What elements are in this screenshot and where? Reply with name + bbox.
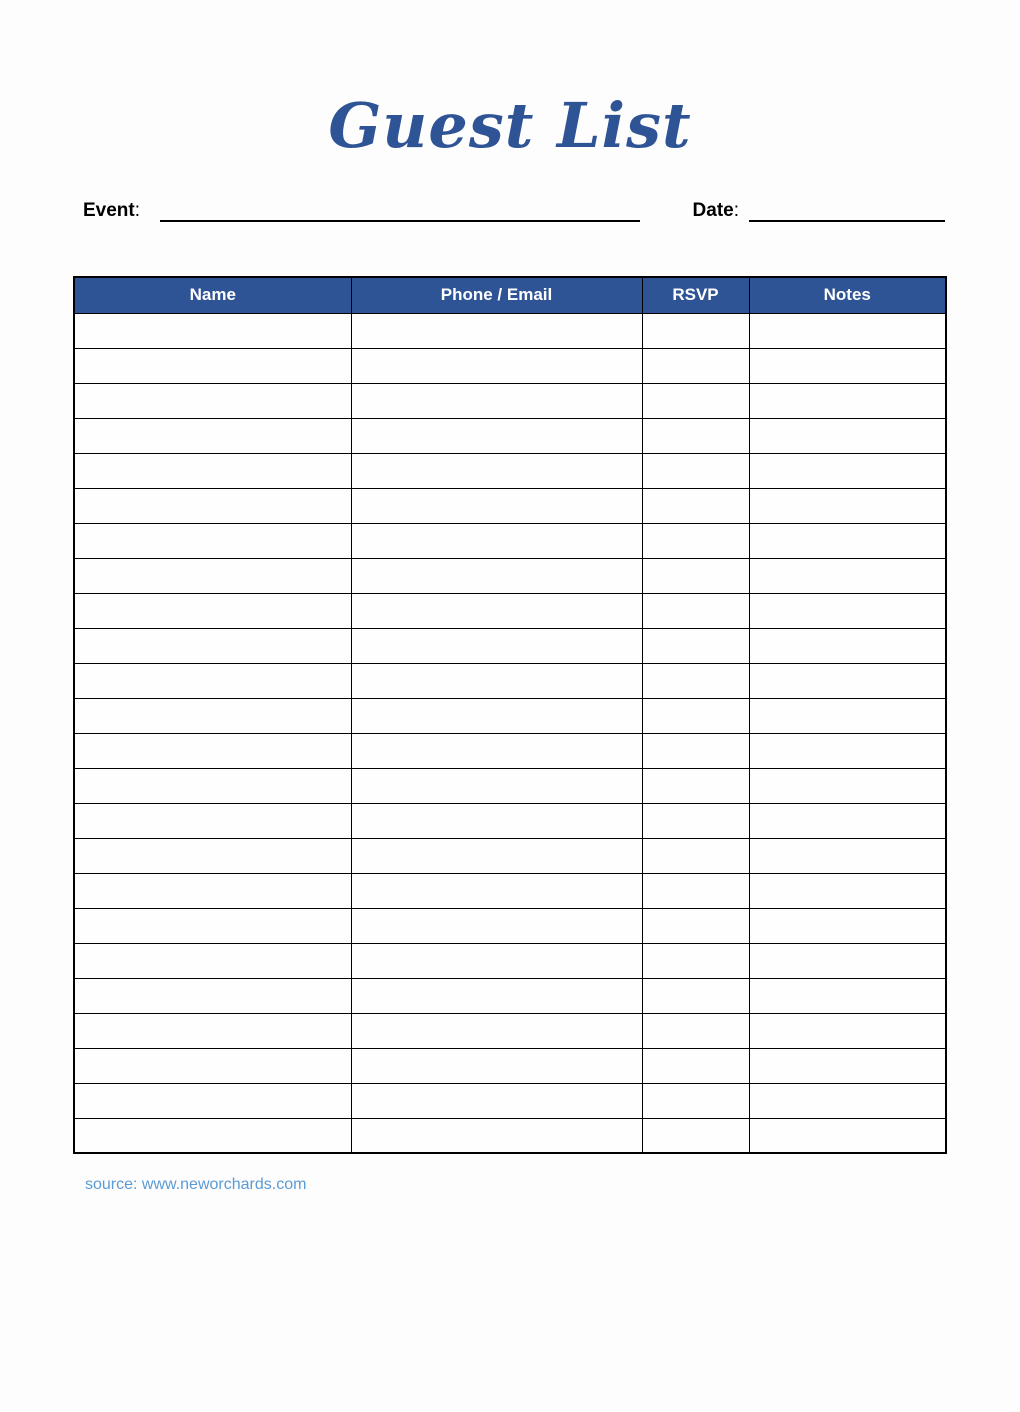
- table-cell[interactable]: [749, 418, 946, 453]
- table-row: [74, 768, 946, 803]
- table-row: [74, 523, 946, 558]
- column-header-name: Name: [74, 277, 351, 313]
- table-cell[interactable]: [74, 523, 351, 558]
- table-cell[interactable]: [74, 348, 351, 383]
- table-row: [74, 348, 946, 383]
- table-cell[interactable]: [351, 488, 642, 523]
- table-cell[interactable]: [642, 733, 749, 768]
- table-cell[interactable]: [74, 873, 351, 908]
- table-row: [74, 1118, 946, 1153]
- table-cell[interactable]: [749, 1048, 946, 1083]
- guest-list-page: [0, 89, 1020, 1412]
- table-cell[interactable]: [749, 523, 946, 558]
- table-cell[interactable]: [642, 488, 749, 523]
- table-cell[interactable]: [749, 978, 946, 1013]
- table-cell[interactable]: [642, 523, 749, 558]
- table-cell[interactable]: [749, 628, 946, 663]
- table-row: [74, 453, 946, 488]
- table-cell[interactable]: [749, 838, 946, 873]
- table-cell[interactable]: [351, 943, 642, 978]
- column-header-rsvp: RSVP: [642, 277, 749, 313]
- table-cell[interactable]: [749, 453, 946, 488]
- table-row: [74, 838, 946, 873]
- table-row: [74, 943, 946, 978]
- table-row: [74, 1013, 946, 1048]
- table-cell[interactable]: [351, 698, 642, 733]
- table-cell[interactable]: [74, 628, 351, 663]
- table-cell[interactable]: [351, 1118, 642, 1153]
- table-cell[interactable]: [351, 453, 642, 488]
- page-title: Guest List: [328, 89, 692, 162]
- table-cell[interactable]: [642, 1118, 749, 1153]
- table-row: [74, 628, 946, 663]
- table-row: [74, 733, 946, 768]
- table-cell[interactable]: [749, 488, 946, 523]
- source-text: source: www.neworchards.com: [85, 1176, 307, 1194]
- table-cell[interactable]: [74, 488, 351, 523]
- table-cell[interactable]: [749, 1118, 946, 1153]
- table-cell[interactable]: [749, 873, 946, 908]
- table-cell[interactable]: [351, 593, 642, 628]
- table-row: [74, 873, 946, 908]
- table-row: [74, 558, 946, 593]
- table-cell[interactable]: [351, 348, 642, 383]
- table-cell[interactable]: [642, 1048, 749, 1083]
- table-cell[interactable]: [351, 1048, 642, 1083]
- table-cell[interactable]: [74, 453, 351, 488]
- table-cell[interactable]: [74, 943, 351, 978]
- table-row: [74, 978, 946, 1013]
- table-cell[interactable]: [749, 558, 946, 593]
- table-cell[interactable]: [74, 418, 351, 453]
- table-cell[interactable]: [749, 803, 946, 838]
- table-row: [74, 383, 946, 418]
- table-cell[interactable]: [74, 838, 351, 873]
- table-cell[interactable]: [74, 1048, 351, 1083]
- table-cell[interactable]: [351, 803, 642, 838]
- event-input-line[interactable]: [160, 196, 640, 222]
- table-cell[interactable]: [642, 348, 749, 383]
- table-cell[interactable]: [642, 803, 749, 838]
- table-cell[interactable]: [74, 593, 351, 628]
- date-input-line[interactable]: [749, 196, 945, 222]
- table-cell[interactable]: [749, 593, 946, 628]
- table-row: [74, 663, 946, 698]
- table-cell[interactable]: [642, 1083, 749, 1118]
- table-cell[interactable]: [74, 663, 351, 698]
- table-cell[interactable]: [74, 908, 351, 943]
- date-label: Date:: [692, 200, 739, 222]
- table-cell[interactable]: [642, 1013, 749, 1048]
- table-cell[interactable]: [642, 978, 749, 1013]
- table-cell[interactable]: [749, 348, 946, 383]
- table-cell[interactable]: [749, 1013, 946, 1048]
- table-cell[interactable]: [749, 943, 946, 978]
- table-cell[interactable]: [74, 313, 351, 348]
- table-cell[interactable]: [351, 768, 642, 803]
- table-cell[interactable]: [642, 313, 749, 348]
- table-cell[interactable]: [351, 838, 642, 873]
- table-cell[interactable]: [642, 453, 749, 488]
- table-row: [74, 698, 946, 733]
- table-header-row: [74, 277, 946, 313]
- table-cell[interactable]: [74, 383, 351, 418]
- table-row: [74, 1048, 946, 1083]
- table-cell[interactable]: [749, 383, 946, 418]
- table-cell[interactable]: [749, 313, 946, 348]
- table-cell[interactable]: [351, 313, 642, 348]
- table-cell[interactable]: [749, 908, 946, 943]
- table-cell[interactable]: [74, 1083, 351, 1118]
- table-cell[interactable]: [74, 698, 351, 733]
- table-cell[interactable]: [642, 873, 749, 908]
- table-cell[interactable]: [351, 558, 642, 593]
- table-cell[interactable]: [351, 523, 642, 558]
- table-cell[interactable]: [351, 1013, 642, 1048]
- table-cell[interactable]: [642, 943, 749, 978]
- table-cell[interactable]: [351, 663, 642, 698]
- table-cell[interactable]: [642, 768, 749, 803]
- table-row: [74, 1083, 946, 1118]
- table-cell[interactable]: [351, 908, 642, 943]
- table-cell[interactable]: [642, 558, 749, 593]
- table-cell[interactable]: [74, 1118, 351, 1153]
- table-cell[interactable]: [749, 733, 946, 768]
- guest-table-body: [74, 313, 946, 1153]
- table-cell[interactable]: [749, 698, 946, 733]
- guest-table: [73, 276, 947, 1154]
- table-cell[interactable]: [749, 768, 946, 803]
- table-cell[interactable]: [74, 803, 351, 838]
- table-cell[interactable]: [642, 838, 749, 873]
- table-cell[interactable]: [642, 628, 749, 663]
- table-cell[interactable]: [351, 1083, 642, 1118]
- column-header-phone-email: Phone / Email: [351, 277, 642, 313]
- table-cell[interactable]: [642, 418, 749, 453]
- table-cell[interactable]: [351, 733, 642, 768]
- table-cell[interactable]: [642, 593, 749, 628]
- column-header-notes: Notes: [749, 277, 946, 313]
- event-date-row: [83, 190, 945, 222]
- table-row: [74, 488, 946, 523]
- table-row: [74, 593, 946, 628]
- table-cell[interactable]: [642, 908, 749, 943]
- table-cell[interactable]: [351, 978, 642, 1013]
- table-cell[interactable]: [351, 628, 642, 663]
- table-cell[interactable]: [749, 663, 946, 698]
- table-row: [74, 803, 946, 838]
- table-cell[interactable]: [642, 383, 749, 418]
- event-label: Event:: [83, 200, 141, 222]
- table-cell[interactable]: [74, 1013, 351, 1048]
- table-cell[interactable]: [74, 768, 351, 803]
- table-cell[interactable]: [642, 698, 749, 733]
- table-cell[interactable]: [74, 558, 351, 593]
- table-cell[interactable]: [749, 1083, 946, 1118]
- table-cell[interactable]: [351, 873, 642, 908]
- table-cell[interactable]: [351, 383, 642, 418]
- table-cell[interactable]: [351, 418, 642, 453]
- table-cell[interactable]: [74, 733, 351, 768]
- table-row: [74, 313, 946, 348]
- table-cell[interactable]: [642, 663, 749, 698]
- table-row: [74, 908, 946, 943]
- table-row: [74, 418, 946, 453]
- table-cell[interactable]: [74, 978, 351, 1013]
